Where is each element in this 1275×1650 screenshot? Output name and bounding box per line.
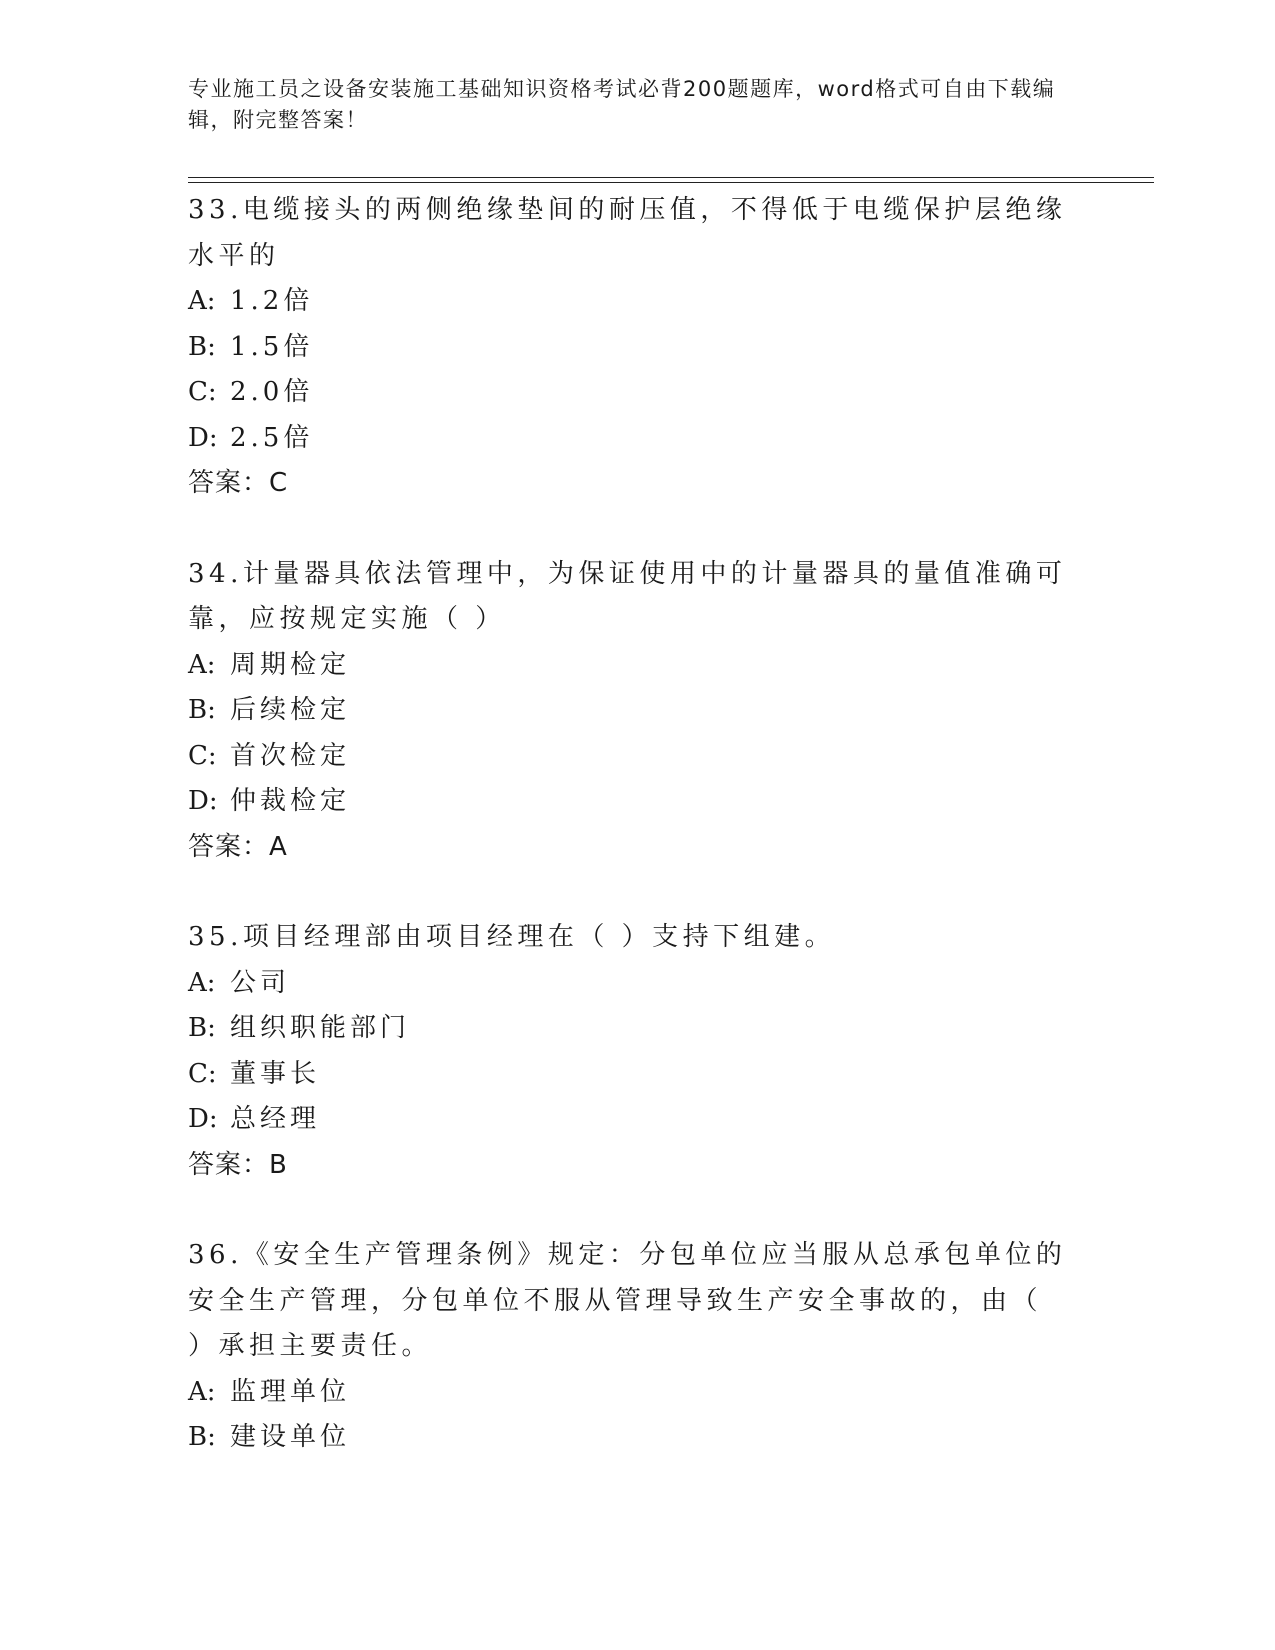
answer-line: 答案：C — [188, 468, 289, 498]
question-36 — [188, 1233, 1068, 1461]
option-c — [188, 1052, 1068, 1098]
option-key: A: — [188, 649, 216, 680]
question-stem: 34.计量器具依法管理中，为保证使用中的计量器具的量值准确可靠，应按规定实施（ ） — [188, 558, 1067, 634]
question-34 — [188, 552, 1068, 871]
option-b — [188, 1006, 1068, 1052]
option-text: 建设单位 — [230, 1422, 351, 1452]
question-gap — [188, 507, 1068, 552]
option-text: 后续检定 — [230, 695, 351, 725]
option-key: B: — [188, 1422, 216, 1452]
option-key: C: — [188, 740, 217, 771]
page-header-title: 专业施工员之设备安装施工基础知识资格考试必背200题题库，word格式可自由下载编辑，附完整答案！ — [188, 77, 1056, 132]
option-text: 仲裁检定 — [230, 786, 351, 816]
option-key: C: — [188, 1058, 217, 1089]
option-d — [188, 1097, 1068, 1143]
answer-line: 答案：A — [188, 831, 288, 862]
option-key: B: — [188, 331, 216, 362]
option-key: C: — [188, 377, 217, 407]
option-a — [188, 279, 1068, 325]
question-list — [188, 188, 1068, 1461]
option-b — [188, 1415, 1068, 1461]
option-text: 1.2倍 — [230, 286, 314, 316]
header-divider-top — [188, 177, 1154, 178]
option-b — [188, 688, 1068, 734]
question-gap — [188, 1188, 1068, 1233]
question-33 — [188, 188, 1068, 507]
option-key: D: — [188, 786, 218, 816]
answer-line: 答案：B — [188, 1149, 288, 1180]
question-gap — [188, 870, 1068, 915]
option-a — [188, 643, 1068, 689]
option-text: 公司 — [230, 967, 291, 998]
option-text: 首次检定 — [230, 740, 351, 771]
option-key: A: — [188, 967, 216, 998]
question-stem: 33.电缆接头的两侧绝缘垫间的耐压值，不得低于电缆保护层绝缘水平的 — [188, 195, 1067, 271]
option-key: A: — [188, 1376, 216, 1407]
option-text: 1.5倍 — [230, 331, 314, 362]
option-a — [188, 961, 1068, 1007]
option-key: B: — [188, 1013, 216, 1043]
option-key: D: — [188, 422, 218, 453]
option-key: B: — [188, 695, 216, 725]
option-text: 总经理 — [230, 1104, 321, 1134]
question-35 — [188, 915, 1068, 1188]
header-divider-bottom — [188, 182, 1154, 183]
option-text: 监理单位 — [230, 1376, 351, 1407]
option-text: 2.0倍 — [230, 377, 314, 407]
option-text: 周期检定 — [230, 649, 351, 680]
option-text: 组织职能部门 — [230, 1013, 411, 1043]
option-d — [188, 779, 1068, 825]
question-stem: 36.《安全生产管理条例》规定：分包单位应当服从总承包单位的安全生产管理，分包单位不服从管理导致生产安全事故的，由（ ）承担主要责任。 — [188, 1240, 1067, 1361]
option-c — [188, 370, 1068, 416]
question-stem: 35.项目经理部由项目经理在（ ）支持下组建。 — [188, 922, 836, 952]
option-key: D: — [188, 1104, 218, 1134]
option-c — [188, 734, 1068, 780]
option-text: 董事长 — [230, 1058, 321, 1089]
option-d — [188, 416, 1068, 462]
option-text: 2.5倍 — [230, 422, 314, 453]
option-b — [188, 325, 1068, 371]
option-a — [188, 1370, 1068, 1416]
option-key: A: — [188, 286, 216, 316]
